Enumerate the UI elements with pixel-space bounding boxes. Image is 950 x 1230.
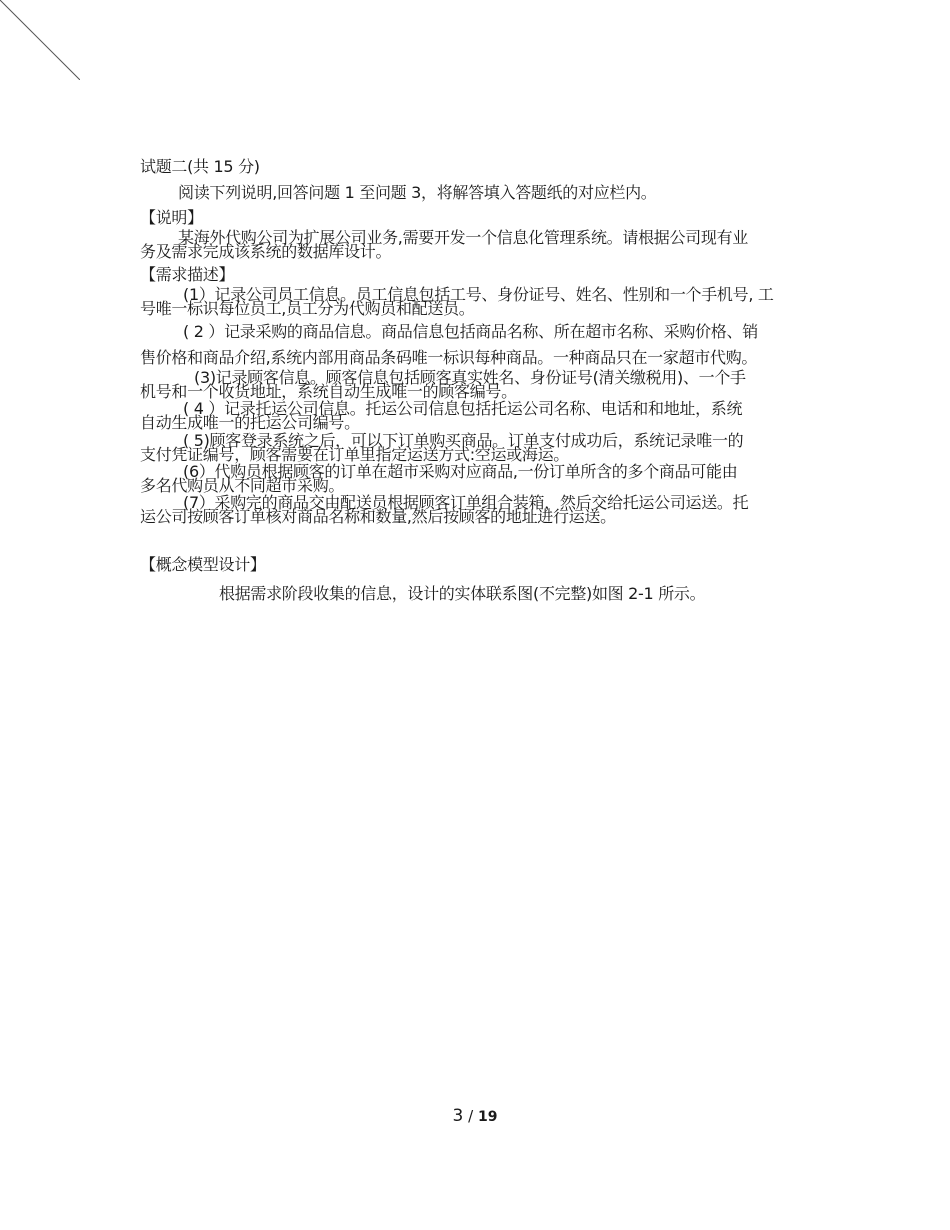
instruction-text: 阅读下列说明,回答问题 1 至问题 3，将解答填入答题纸的对应栏内。: [178, 183, 657, 202]
req-4-line-1: ( 4 ）记录托运公司信息。托运公司信息包括托运公司名称、电话和和地址，系统: [183, 399, 743, 418]
req-3-line-2: 机号和一个收货地址，系统自动生成唯一的顾客编号。: [140, 382, 517, 401]
question-title: 试题二(共 15 分): [140, 157, 260, 176]
req-4-line-2: 自动生成唯一的托运公司编号。: [140, 413, 360, 432]
page-total: 19: [477, 1109, 498, 1125]
page-separator: /: [463, 1107, 478, 1125]
req-1-line-1: (1）记录公司员工信息。员工信息包括工号、身份证号、姓名、性别和一个手机号, 工: [183, 285, 774, 304]
req-2-line-2: 售价格和商品介绍,系统内部用商品条码唯一标识每种商品。一种商品只在一家超市代购。: [140, 348, 758, 367]
req-5-line-1: ( 5)顾客登录系统之后，可以下订单购买商品。订单支付成功后，系统记录唯一的: [183, 431, 744, 450]
explain-line-2: 务及需求完成该系统的数据库设计。: [140, 242, 392, 261]
page-corner-mark: [0, 0, 80, 80]
req-6-line-1: (6）代购员根据顾客的订单在超市采购对应商品,一份订单所含的多个商品可能由: [183, 462, 738, 481]
req-1-line-2: 号唯一标识每位员工,员工分为代购员和配送员。: [140, 299, 475, 318]
explain-line-1: 某海外代购公司为扩展公司业务,需要开发一个信息化管理系统。请根据公司现有业: [178, 228, 748, 247]
req-2-line-1: ( 2 ）记录采购的商品信息。商品信息包括商品名称、所在超市名称、采购价格、销: [183, 322, 758, 341]
section-heading-explain: 【说明】: [140, 208, 203, 227]
model-description: 根据需求阶段收集的信息，设计的实体联系图(不完整)如图 2-1 所示。: [219, 584, 706, 603]
req-3-line-1: (3)记录顾客信息。顾客信息包括顾客真实姓名、身份证号(清关缴税用)、一个手: [194, 368, 746, 387]
req-7-line-2: 运公司按顾客订单核对商品名称和数量,然后按顾客的地址进行运送。: [140, 507, 616, 526]
page-number: [0, 1106, 950, 1126]
req-5-line-2: 支付凭证编号，顾客需要在订单里指定运送方式:空运或海运。: [140, 445, 569, 464]
req-7-line-1: (7）采购完的商品交由配送员根据顾客订单组合装箱，然后交给托运公司运送。托: [183, 493, 749, 512]
section-heading-requirements: 【需求描述】: [140, 265, 235, 284]
section-heading-model: 【概念模型设计】: [140, 555, 266, 574]
req-6-line-2: 多名代购员从不同超市采购。: [140, 476, 345, 495]
page-current: 3: [452, 1106, 464, 1126]
